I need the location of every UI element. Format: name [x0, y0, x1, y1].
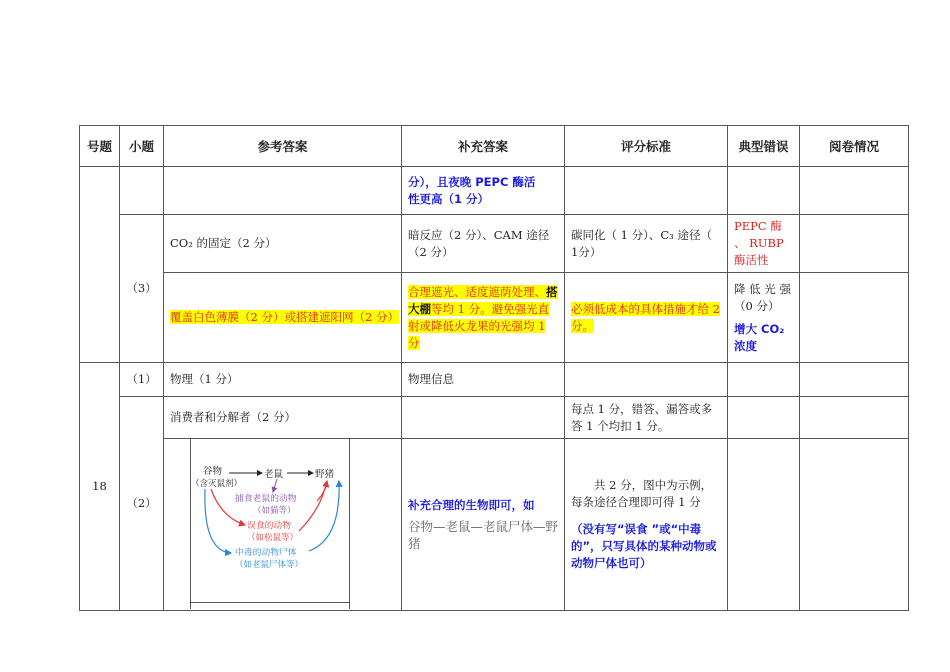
reference-answer-cell: 消费者和分解者（2 分） [164, 397, 402, 439]
header-marking-status: 阅卷情况 [800, 126, 909, 167]
marking-status-cell [800, 363, 909, 397]
marking-status-cell [800, 167, 909, 215]
answer-text: 覆盖白色薄膜（2 分）或搭建遮阳网（2 分） [170, 310, 399, 324]
sub-question-cell: （1） [120, 363, 164, 397]
arrow-accidental-boar [299, 481, 327, 531]
supplement-text: 合理遮光、适度遮荫处理、 [408, 284, 546, 299]
supplement-example: 谷物—老鼠—老鼠尸体—野猪 [408, 519, 559, 551]
node-poisoned-note: （如老鼠尸体等） [235, 560, 304, 570]
header-scoring-criteria: 评分标准 [565, 126, 728, 167]
criteria-text: 必须低成本的具体措施才给 2 分。 [571, 301, 720, 333]
node-accidental: 误食的动物 [247, 521, 291, 531]
sub-question-cell [120, 167, 164, 215]
scoring-criteria-cell [565, 273, 728, 363]
arrow-mouse-predator [273, 479, 277, 492]
table-row [80, 439, 909, 611]
table-row [80, 167, 909, 215]
table-row [80, 363, 909, 397]
food-web-diagram [190, 439, 350, 609]
supplement-text: 分），且夜晚 PEPC 酶活 [408, 174, 536, 189]
sub-question-cell [120, 397, 164, 611]
scoring-criteria-cell [565, 167, 728, 215]
table-row [80, 215, 909, 273]
supplement-text: 补充合理的生物即可，如 [408, 498, 535, 512]
criteria-text: 共 2 分，图中为示例，每条途径合理即可得 1 分 [571, 478, 713, 509]
header-question-no: 号题 [80, 126, 120, 167]
typical-errors-cell [728, 439, 800, 611]
typical-errors-cell [728, 363, 800, 397]
question-no-label: 18 [92, 479, 107, 493]
node-predator-note: （如猫等） [253, 506, 296, 516]
sub-question-label: （2） [126, 496, 157, 510]
grading-table [79, 125, 909, 611]
scoring-criteria-cell [565, 439, 728, 611]
marking-status-cell [800, 439, 909, 611]
reference-answer-cell: 物理（1 分） [164, 363, 402, 397]
supplement-text: 性更高（1 分） [408, 191, 490, 206]
supplementary-answer-cell [402, 273, 565, 363]
supplement-text: 等均 1 分。避免强光直射或降低火龙果的光强均 1 分 [408, 301, 550, 350]
typical-errors-cell [728, 397, 800, 439]
node-boar: 野猪 [315, 469, 335, 480]
reference-answer-cell [164, 273, 402, 363]
typical-errors-cell [728, 167, 800, 215]
typical-errors-cell: PEPC 酶 、 RUBP 酶活性 [728, 215, 800, 273]
node-grain-note: （含灭鼠剂） [191, 479, 243, 489]
header-supplementary-answer: 补充答案 [402, 126, 565, 167]
header-sub-question: 小题 [120, 126, 164, 167]
table-row [80, 273, 909, 363]
question-no-cell [80, 167, 120, 363]
sub-question-cell [120, 215, 164, 363]
node-grain: 谷物 [203, 466, 223, 477]
arrow-grain-poisoned [205, 489, 231, 553]
marking-status-cell [800, 215, 909, 273]
supplementary-answer-cell [402, 167, 565, 215]
table-row [80, 397, 909, 439]
supplementary-answer-cell [402, 397, 565, 439]
scoring-criteria-cell [565, 363, 728, 397]
reference-answer-cell [164, 439, 402, 611]
supplementary-answer-cell [402, 439, 565, 611]
supplement-keyword: 搭大棚 [408, 284, 558, 316]
node-accidental-note: （如松鼠等） [247, 533, 299, 543]
node-poisoned: 中毒的动物尸体 [235, 548, 297, 558]
reference-answer-cell [164, 167, 402, 215]
scoring-criteria-cell: 碳同化（ 1 分）、C₃ 途径（ 1分） [565, 215, 728, 273]
node-mouse: 老鼠 [264, 469, 284, 480]
reference-answer-cell: CO₂ 的固定（2 分） [164, 215, 402, 273]
marking-status-cell [800, 273, 909, 363]
header-typical-errors: 典型错误 [728, 126, 800, 167]
supplementary-answer-cell: 暗反应（2 分）、CAM 途径（2 分） [402, 215, 565, 273]
food-web-svg [191, 439, 349, 609]
diagram-baseline [191, 602, 349, 603]
supplementary-answer-cell: 物理信息 [402, 363, 565, 397]
error-text: 增大 CO₂ 浓度 [734, 321, 785, 353]
question-no-cell [80, 363, 120, 611]
header-reference-answer: 参考答案 [164, 126, 402, 167]
error-text: 降 低 光 强（0 分） [734, 281, 791, 313]
typical-errors-cell [728, 273, 800, 363]
marking-status-cell [800, 397, 909, 439]
table-header-row [80, 126, 909, 167]
scoring-criteria-cell: 每点 1 分，错答、漏答或多答 1 个均扣 1 分。 [565, 397, 728, 439]
sub-question-label: （3） [126, 281, 157, 295]
criteria-note: （没有写“误食 ”或“中毒的”，只写具体的某种动物或动物尸体也可） [571, 522, 717, 570]
node-predator: 捕食老鼠的动物 [235, 494, 297, 504]
